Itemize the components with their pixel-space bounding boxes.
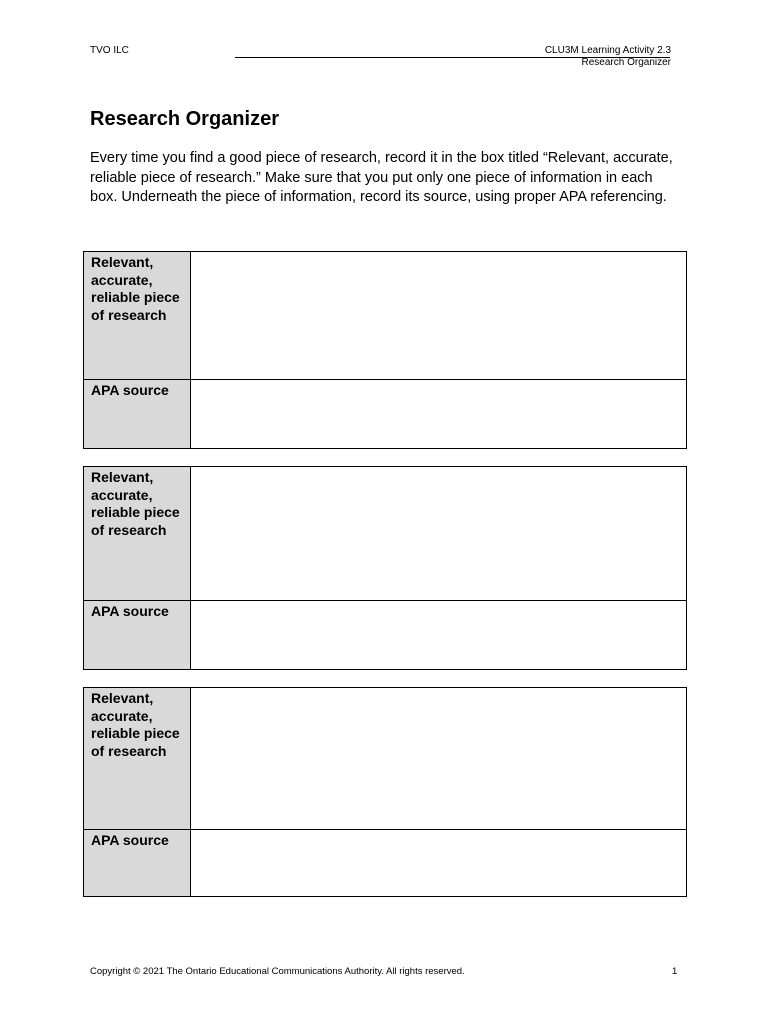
research-label: Relevant, accurate, reliable piece of research [84,688,191,830]
organizer-table-3 [83,687,687,897]
apa-source-entry-box[interactable] [191,380,687,449]
apa-source-entry-box[interactable] [191,601,687,670]
research-label: Relevant, accurate, reliable piece of research [84,467,191,601]
research-entry-box[interactable] [191,467,687,601]
header-rule [235,57,670,58]
research-label: Relevant, accurate, reliable piece of research [84,252,191,380]
apa-source-entry-box[interactable] [191,830,687,897]
header-course-activity: CLU3M Learning Activity 2.3 [544,45,671,56]
apa-source-label: APA source [84,830,191,897]
footer-page-number: 1 [672,966,678,977]
apa-source-label: APA source [84,601,191,670]
organizer-table-1 [83,251,687,449]
organizer-table-2 [83,466,687,670]
apa-source-label: APA source [84,380,191,449]
header-doc-name: Research Organizer [581,57,671,68]
research-entry-box[interactable] [191,252,687,380]
footer-copyright: Copyright © 2021 The Ontario Educational Communications Authority. All rights reserved. [90,966,465,977]
research-entry-box[interactable] [191,688,687,830]
page-title: Research Organizer [90,108,279,130]
intro-paragraph: Every time you find a good piece of research, record it in the box titled “Relevant, accurate, reliable piece of research.” Make sure that you put only one piece of information in each box. Underneath the piece of information, record its source, using proper APA referencing. [90,150,673,205]
header-org: TVO ILC [90,45,129,56]
